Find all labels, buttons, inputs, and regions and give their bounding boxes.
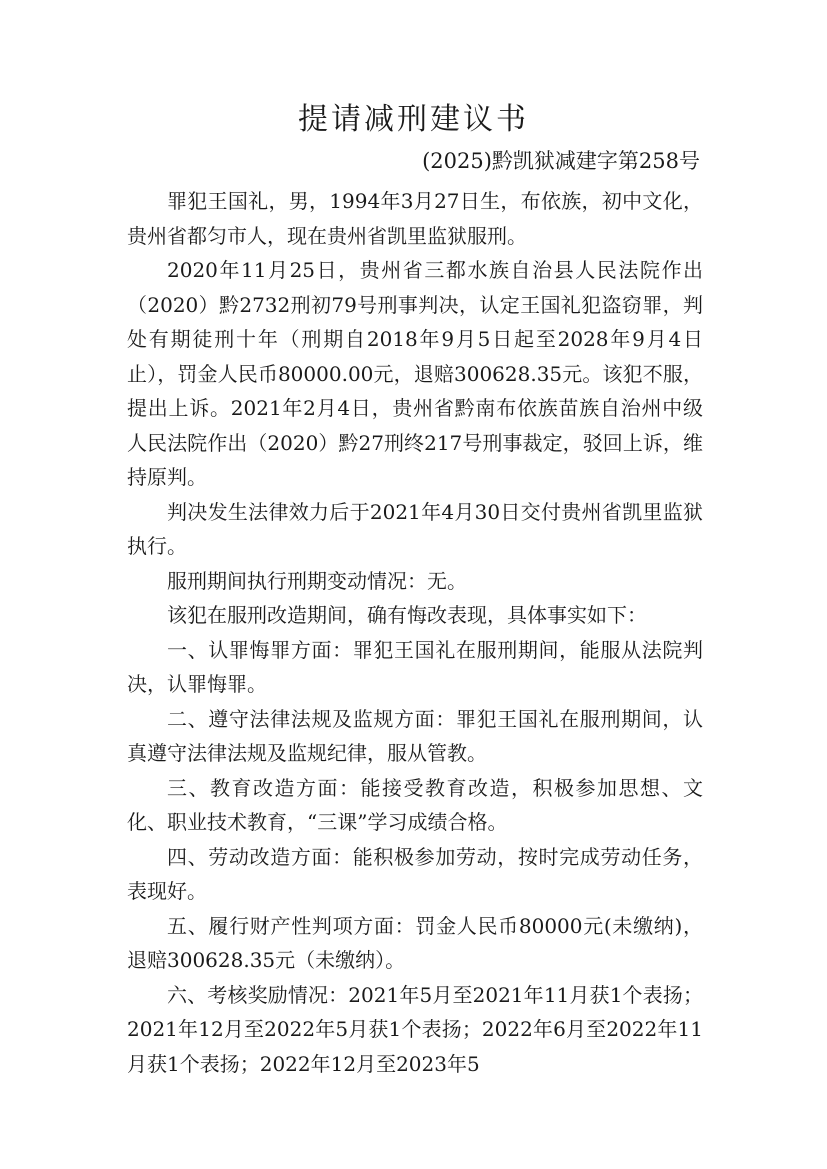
paragraph-judgment: 2020年11月25日，贵州省三都水族自治县人民法院作出（2020）黔2732刑初79号刑事判决，认定王国礼犯盗窃罪，判处有期徒刑十年（刑期自2018年9月5日起至2028年9月4日止），罚金人民币80000.00元，退赔300628.35元。该犯不服，提出上诉。2021年2月4日，贵州省黔南布依族苗族自治州中级人民法院作出（2020）黔27刑终217号刑事裁定，驳回上诉，维持原判。 bbox=[127, 258, 703, 489]
paragraph-repentance: 一、认罪悔罪方面：罪犯王国礼在服刑期间，能服从法院判决，认罪悔罪。 bbox=[127, 637, 703, 696]
paragraph-criminal-info: 罪犯王国礼，男，1994年3月27日生，布依族，初中文化，贵州省都匀市人，现在贵州省凯里监狱服刑。 bbox=[127, 189, 703, 248]
paragraph-education: 三、教育改造方面：能接受教育改造，积极参加思想、文化、职业技术教育，“三课”学习成绩合格。 bbox=[127, 775, 703, 834]
document-title: 提请减刑建议书 bbox=[298, 102, 529, 137]
paragraph-labor: 四、劳动改造方面：能积极参加劳动，按时完成劳动任务，表现好。 bbox=[127, 844, 703, 903]
document-body bbox=[127, 184, 703, 1081]
paragraph-execution: 判决发生法律效力后于2021年4月30日交付贵州省凯里监狱执行。 bbox=[127, 499, 703, 558]
document-number: (2025)黔凯狱减建字第258号 bbox=[422, 149, 700, 173]
paragraph-property: 五、履行财产性判项方面：罚金人民币80000元(未缴纳)，退赔300628.35元（未缴纳）。 bbox=[127, 913, 703, 972]
paragraph-law-compliance: 二、遵守法律法规及监规方面：罪犯王国礼在服刑期间，认真遵守法律法规及监规纪律，服从管教。 bbox=[127, 706, 703, 765]
paragraph-rewards: 六、考核奖励情况：2021年5月至2021年11月获1个表扬；2021年12月至2022年5月获1个表扬；2022年6月至2022年11月获1个表扬；2022年12月至2023年5 bbox=[127, 982, 703, 1076]
paragraph-sentence-change: 服刑期间执行刑期变动情况：无。 bbox=[167, 568, 467, 593]
paragraph-facts-intro: 该犯在服刑改造期间，确有悔改表现，具体事实如下： bbox=[167, 603, 647, 627]
